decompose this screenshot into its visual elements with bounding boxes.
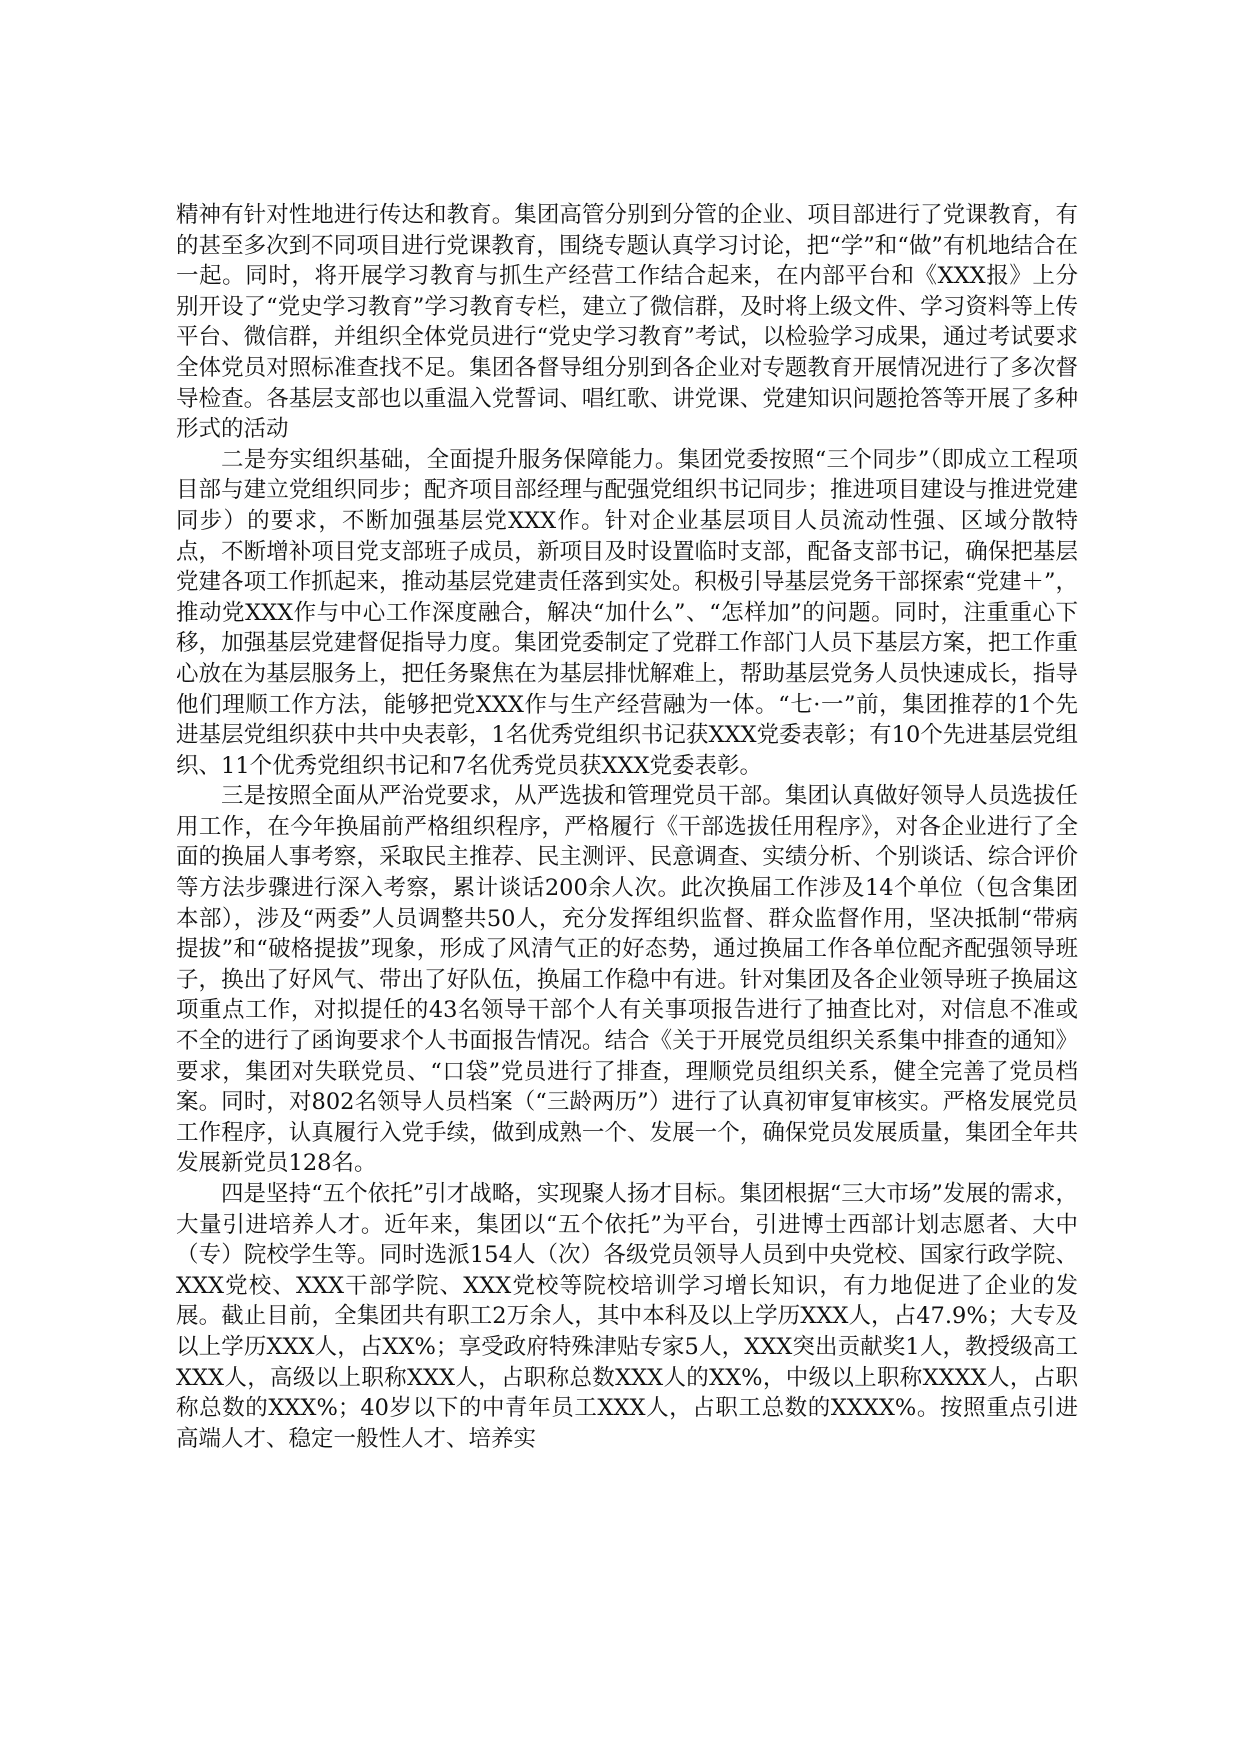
paragraph-talent-strategy: 四是坚持“五个依托”引才战略，实现聚人扬才目标。集团根据“三大市场”发展的需求，大量引进培养人才。近年来，集团以“五个依托”为平台，引进博士西部计划志愿者、大中（专）院校学生等。同时选派154人（次）各级党员领导人员到中央党校、国家行政学院、XXX党校、XXX干部学院、XXX党校等院校培训学习增长知识，有力地促进了企业的发展。截止目前，全集团共有职工2万余人，其中本科及以上学历XXX人，占47.9%；大专及以上学历XXX人，占XX%；享受政府特殊津贴专家5人，XXX突出贡献奖1人，教授级高工XXX人，高级以上职称XXX人，占职称总数XXX人的XX%，中级以上职称XXXX人，占职称总数的XXX%；40岁以下的中青年员工XXX人，占职工总数的XXXX%。按照重点引进高端人才、稳定一般性人才、培养实 (176, 1181, 1078, 1452)
document-page (176, 200, 1078, 1454)
paragraph-organization-foundation: 二是夯实组织基础，全面提升服务保障能力。集团党委按照“三个同步”（即成立工程项目部与建立党组织同步；配齐项目部经理与配强党组织书记同步；推进项目建设与推进党建同步）的要求，不断加强基层党XXX作。针对企业基层项目人员流动性强、区域分散特点，不断增补项目党支部班子成员，新项目及时设置临时支部，配备支部书记，确保把基层党建各项工作抓起来，推动基层党建责任落到实处。积极引导基层党务干部探索“党建＋”，推动党XXX作与中心工作深度融合，解决“加什么”、“怎样加”的问题。同时，注重重心下移，加强基层党建督促指导力度。集团党委制定了党群工作部门人员下基层方案，把工作重心放在为基层服务上，把任务聚焦在为基层排忧解难上，帮助基层党务人员快速成长，指导他们理顺工作方法，能够把党XXX作与生产经营融为一体。“七·一”前，集团推荐的1个先进基层党组织获中共中央表彰，1名优秀党组织书记获XXX党委表彰；有10个先进基层党组织、11个优秀党组织书记和7名优秀党员获XXX党委表彰。 (176, 446, 1078, 779)
paragraph-study-education: 精神有针对性地进行传达和教育。集团高管分别到分管的企业、项目部进行了党课教育，有的甚至多次到不同项目进行党课教育，围绕专题认真学习讨论，把“学”和“做”有机地结合在一起。同时，将开展学习教育与抓生产经营工作结合起来，在内部平台和《XXX报》上分别开设了“党史学习教育”学习教育专栏，建立了微信群，及时将上级文件、学习资料等上传平台、微信群，并组织全体党员进行“党史学习教育”考试，以检验学习成果，通过考试要求全体党员对照标准查找不足。集团各督导组分别到各企业对专题教育开展情况进行了多次督导检查。各基层支部也以重温入党誓词、唱红歌、讲党课、党建知识问题抢答等开展了多种形式的活动 (176, 202, 1078, 443)
paragraph-cadre-selection: 三是按照全面从严治党要求，从严选拔和管理党员干部。集团认真做好领导人员选拔任用工作，在今年换届前严格组织程序，严格履行《干部选拔任用程序》，对各企业进行了全面的换届人事考察，采取民主推荐、民主测评、民意调查、实绩分析、个别谈话、综合评价等方法步骤进行深入考察，累计谈话200余人次。此次换届工作涉及14个单位（包含集团本部），涉及“两委”人员调整共50人，充分发挥组织监督、群众监督作用，坚决抵制“带病提拔”和“破格提拔”现象，形成了风清气正的好态势，通过换届工作各单位配齐配强领导班子，换出了好风气、带出了好队伍，换届工作稳中有进。针对集团及各企业领导班子换届这项重点工作，对拟提任的43名领导干部个人有关事项报告进行了抽查比对，对信息不准或不全的进行了函询要求个人书面报告情况。结合《关于开展党员组织关系集中排查的通知》要求，集团对失联党员、“口袋”党员进行了排查，理顺党员组织关系，健全完善了党员档案。同时，对802名领导人员档案（“三龄两历”）进行了认真初审复审核实。严格发展党员工作程序，认真履行入党手续，做到成熟一个、发展一个，确保党员发展质量，集团全年共发展新党员128名。 (176, 783, 1078, 1177)
